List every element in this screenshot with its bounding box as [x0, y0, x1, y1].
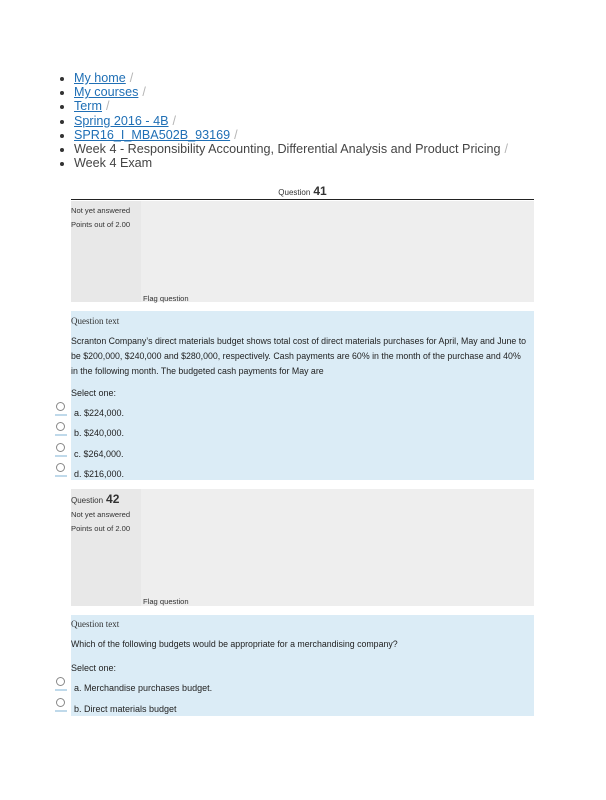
- breadcrumb-link-term[interactable]: Term: [74, 99, 102, 114]
- breadcrumb-separator: /: [129, 71, 134, 85]
- breadcrumb-separator: /: [504, 141, 509, 156]
- breadcrumb-link-course[interactable]: SPR16_I_MBA502B_93169: [74, 127, 231, 142]
- breadcrumb-text-exam: Week 4 Exam: [74, 156, 153, 171]
- radio-option-a[interactable]: [56, 402, 65, 411]
- breadcrumb-separator: /: [234, 127, 238, 142]
- breadcrumb: [56, 71, 508, 170]
- breadcrumb-link-courses[interactable]: My courses: [74, 85, 139, 100]
- question-text: Scranton Company’s direct materials budget shows total cost of direct materials purchases for April, May and June to be $200,000, $240,000 and $280,000, respectively. Cash payments are 60% in the month of the purchase and 40% in the following month. The budgeted cash payments for May are: [71, 336, 527, 376]
- question-42-number: [71, 492, 119, 506]
- radio-option-a[interactable]: [56, 677, 65, 686]
- breadcrumb-item-term: [56, 99, 508, 113]
- radio-option-d[interactable]: [56, 463, 65, 472]
- question-state: Not yet answered: [71, 206, 131, 215]
- radio-option-b[interactable]: [56, 422, 65, 431]
- divider: [71, 199, 534, 200]
- question-41-info: [71, 201, 534, 302]
- breadcrumb-link-semester[interactable]: Spring 2016 - 4B: [74, 113, 169, 128]
- question-prefix: Question: [278, 188, 311, 197]
- question-prefix: Question: [71, 496, 104, 505]
- question-number: 42: [106, 492, 120, 506]
- breadcrumb-separator: /: [172, 113, 177, 128]
- breadcrumb-separator: /: [142, 85, 146, 100]
- breadcrumb-text-week: Week 4 - Responsibility Accounting, Differential Analysis and Product Pricing: [74, 141, 501, 156]
- breadcrumb-item-courses: [56, 85, 508, 99]
- question-number: 41: [313, 184, 327, 198]
- select-one-label: Select one:: [71, 663, 117, 673]
- option-label-a[interactable]: a. Merchandise purchases budget.: [74, 683, 213, 693]
- option-label-c[interactable]: c. $264,000.: [74, 449, 124, 459]
- question-points: Points out of 2.00: [71, 220, 131, 229]
- question-text-label: Question text: [71, 619, 120, 629]
- question-text: Which of the following budgets would be appropriate for a merchandising company?: [71, 639, 398, 649]
- option-label-a[interactable]: a. $224,000.: [74, 408, 125, 418]
- radio-option-b[interactable]: [56, 698, 65, 707]
- select-one-label: Select one:: [71, 388, 117, 398]
- breadcrumb-item-exam: [56, 156, 508, 170]
- breadcrumb-item-course: [56, 128, 508, 142]
- breadcrumb-separator: /: [106, 99, 110, 114]
- breadcrumb-item-home: [56, 71, 508, 85]
- option-label-b[interactable]: b. Direct materials budget: [74, 704, 177, 714]
- question-41-number: [71, 184, 534, 198]
- info-sidebar: [71, 201, 141, 302]
- radio-option-c[interactable]: [56, 443, 65, 452]
- question-41-content: [71, 311, 534, 480]
- option-label-d[interactable]: d. $216,000.: [74, 469, 125, 479]
- question-42-info: [71, 489, 534, 606]
- question-state: Not yet answered: [71, 510, 131, 519]
- breadcrumb-link-home[interactable]: My home: [74, 71, 126, 85]
- question-42-content: [71, 615, 534, 716]
- flag-question-link[interactable]: Flag question: [143, 597, 189, 606]
- question-points: Points out of 2.00: [71, 524, 131, 533]
- info-sidebar: [71, 489, 141, 606]
- breadcrumb-item-semester: [56, 114, 508, 128]
- breadcrumb-item-week: [56, 142, 508, 156]
- option-label-b[interactable]: b. $240,000.: [74, 428, 125, 438]
- flag-question-link[interactable]: Flag question: [143, 294, 189, 303]
- question-text-label: Question text: [71, 316, 120, 326]
